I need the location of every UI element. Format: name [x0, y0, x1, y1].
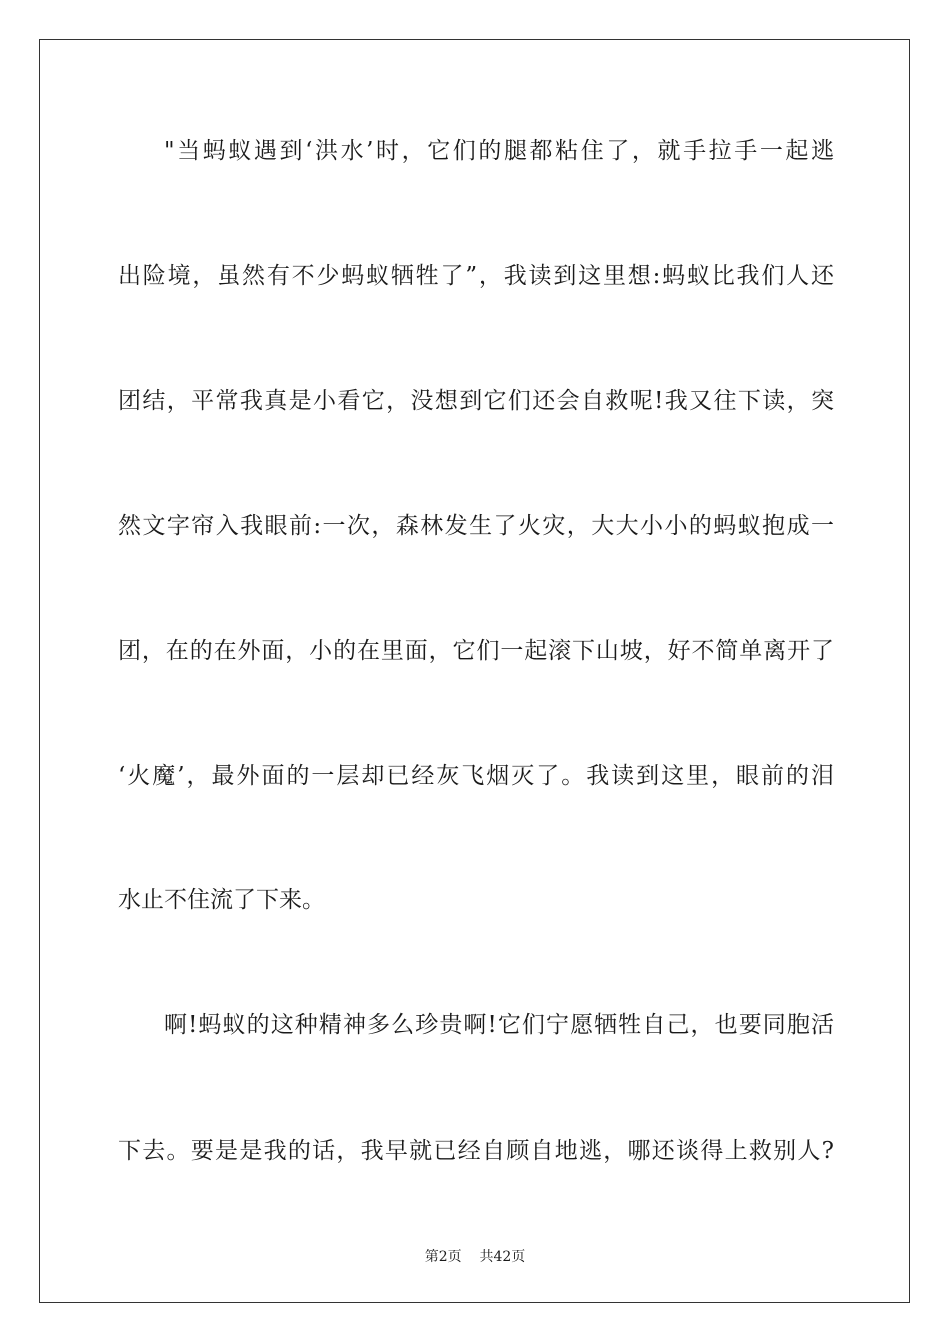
text-line: 啊!蚂蚁的这种精神多么珍贵啊!它们宁愿牺牲自己，也要同胞活 [164, 1012, 834, 1038]
page-footer [0, 1247, 950, 1267]
text-line: "当蚂蚁遇到‘洪水’时，它们的腿都粘住了，就手拉手一起逃 [164, 138, 834, 164]
text-line: 水止不住流了下来。 [118, 887, 325, 913]
text-line: 下去。要是是我的话，我早就已经自顾自地逃，哪还谈得上救别人? [118, 1138, 834, 1164]
text-line: ‘火魔’，最外面的一层却已经灰飞烟灭了。我读到这里，眼前的泪 [118, 763, 834, 789]
text-line: 团结，平常我真是小看它，没想到它们还会自救呢!我又往下读，突 [118, 388, 834, 414]
text-line: 出险境，虽然有不少蚂蚁牺牲了”，我读到这里想:蚂蚁比我们人还 [118, 263, 834, 289]
text-line: 然文字帘入我眼前:一次，森林发生了火灾，大大小小的蚂蚁抱成一 [118, 513, 834, 539]
page-frame [39, 39, 910, 1303]
text-line: 团，在的在外面，小的在里面，它们一起滚下山坡，好不简单离开了 [118, 638, 834, 664]
page-number: 第2页 [424, 1249, 462, 1265]
page-total: 共42页 [479, 1249, 526, 1265]
